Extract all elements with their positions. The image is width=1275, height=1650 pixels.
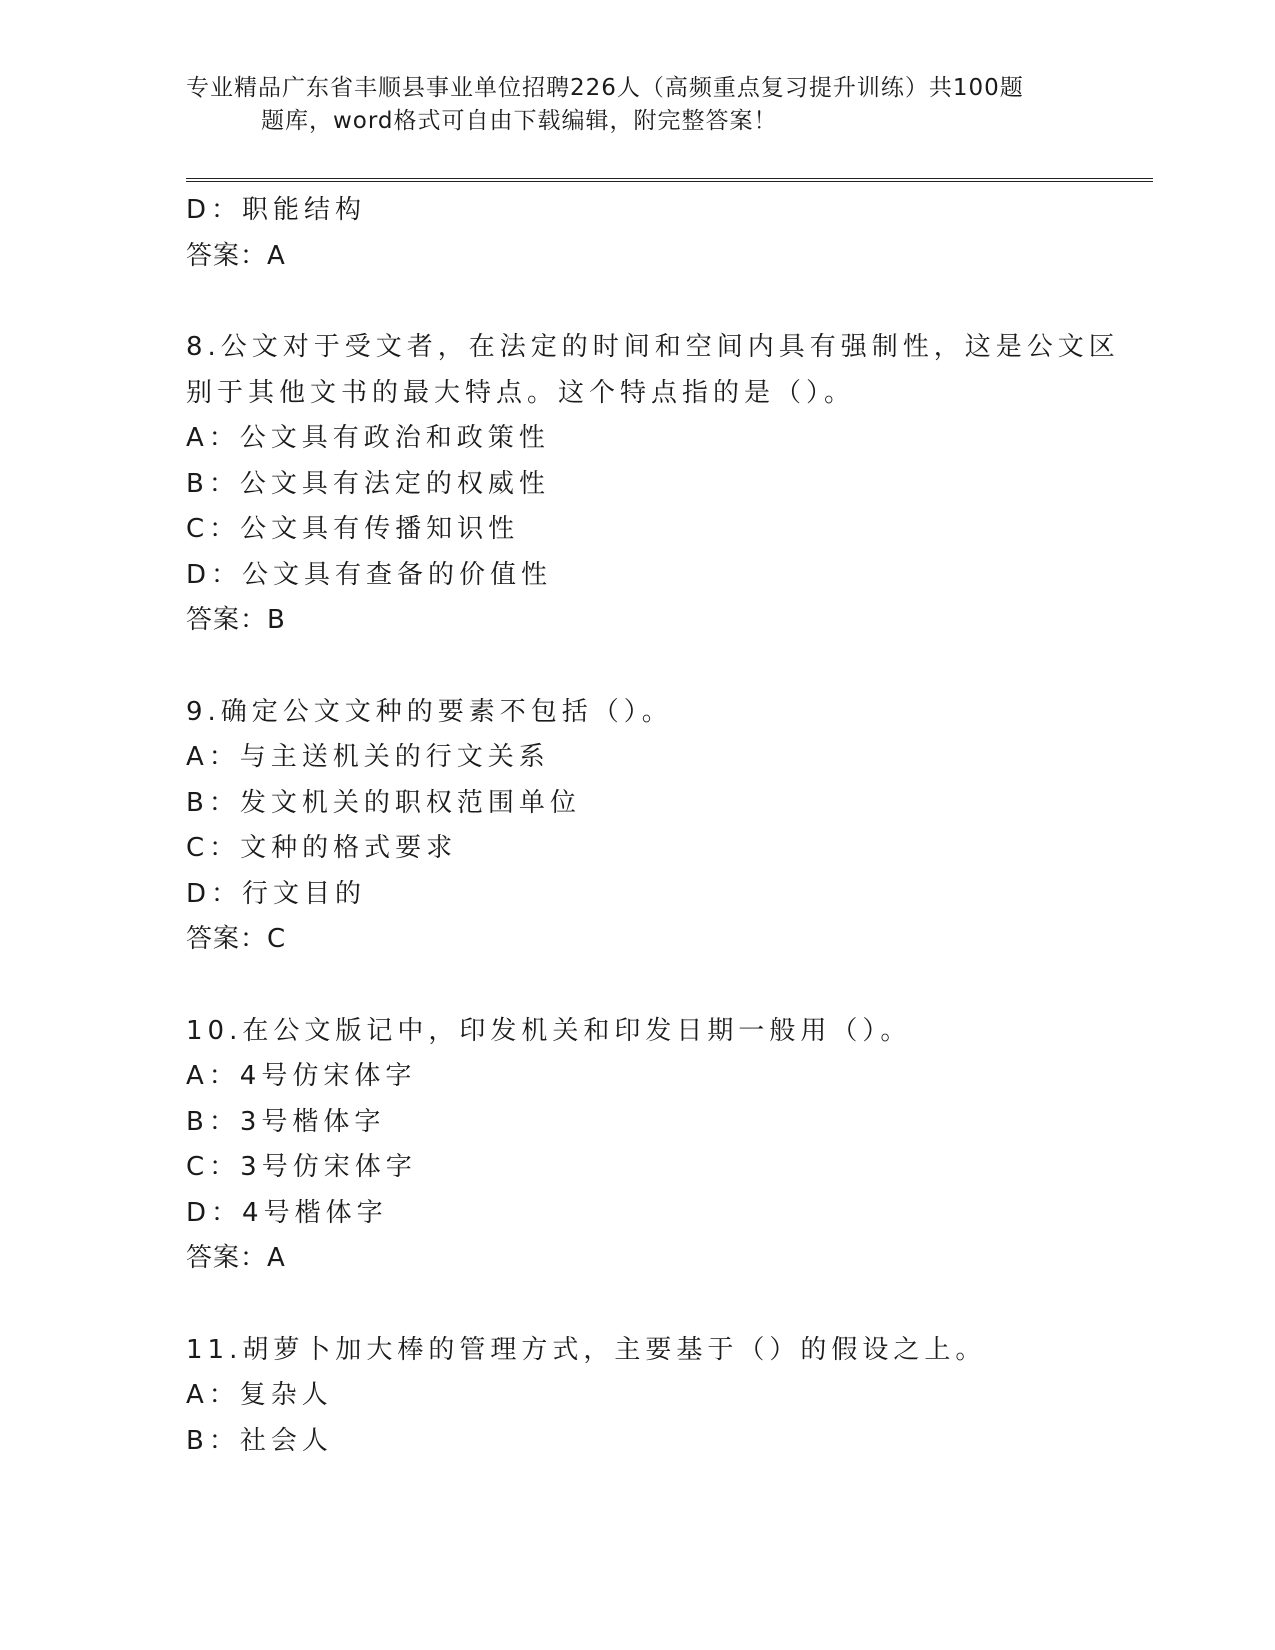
question-8-option-d: D：公文具有查备的价值性 bbox=[186, 559, 553, 590]
question-11-option-a: A：复杂人 bbox=[186, 1380, 333, 1410]
question-10-option-d: D：4号楷体字 bbox=[186, 1197, 388, 1228]
question-9-answer: 答案：C bbox=[186, 924, 287, 954]
question-10-stem: 10.在公文版记中，印发机关和印发日期一般用（）。 bbox=[186, 1015, 912, 1046]
question-9-option-b: B：发文机关的职权范围单位 bbox=[186, 787, 581, 818]
question-7-tail bbox=[186, 188, 1086, 279]
header-divider bbox=[186, 178, 1153, 182]
question-8-option-c: C：公文具有传播知识性 bbox=[186, 514, 520, 544]
question-10-option-a: A：4号仿宋体字 bbox=[186, 1061, 417, 1091]
question-9 bbox=[186, 690, 1086, 963]
question-9-option-a: A：与主送机关的行文关系 bbox=[186, 742, 550, 772]
question-8 bbox=[186, 325, 1120, 644]
question-7-answer: 答案：A bbox=[186, 240, 286, 271]
question-8-option-b: B：公文具有法定的权威性 bbox=[186, 468, 550, 499]
question-8-stem-line-2: 别于其他文书的最大特点。这个特点指的是（）。 bbox=[186, 377, 856, 408]
question-10-answer: 答案：A bbox=[186, 1243, 286, 1273]
question-7-option-d: D：职能结构 bbox=[186, 195, 367, 225]
document-body bbox=[186, 188, 1120, 1464]
question-11-option-b: B：社会人 bbox=[186, 1425, 333, 1456]
document-header bbox=[186, 72, 1086, 138]
question-10 bbox=[186, 1009, 1086, 1282]
question-8-option-a: A：公文具有政治和政策性 bbox=[186, 423, 550, 453]
question-9-option-c: C：文种的格式要求 bbox=[186, 833, 458, 863]
question-9-option-d: D：行文目的 bbox=[186, 878, 367, 909]
question-11 bbox=[186, 1328, 1086, 1465]
document-title-line-2: 题库，word格式可自由下载编辑，附完整答案！ bbox=[261, 108, 778, 134]
document-title-line-1: 专业精品广东省丰顺县事业单位招聘226人（高频重点复习提升训练）共100题 bbox=[186, 75, 1024, 101]
question-9-stem: 9.确定公文文种的要素不包括（）。 bbox=[186, 696, 673, 727]
question-8-answer: 答案：B bbox=[186, 605, 286, 635]
question-10-option-c: C：3号仿宋体字 bbox=[186, 1152, 417, 1182]
question-8-stem-line-1: 8.公文对于受文者，在法定的时间和空间内具有强制性，这是公文区 bbox=[186, 332, 1120, 362]
question-10-option-b: B：3号楷体字 bbox=[186, 1106, 386, 1137]
question-11-stem: 11.胡萝卜加大棒的管理方式，主要基于（）的假设之上。 bbox=[186, 1334, 987, 1365]
